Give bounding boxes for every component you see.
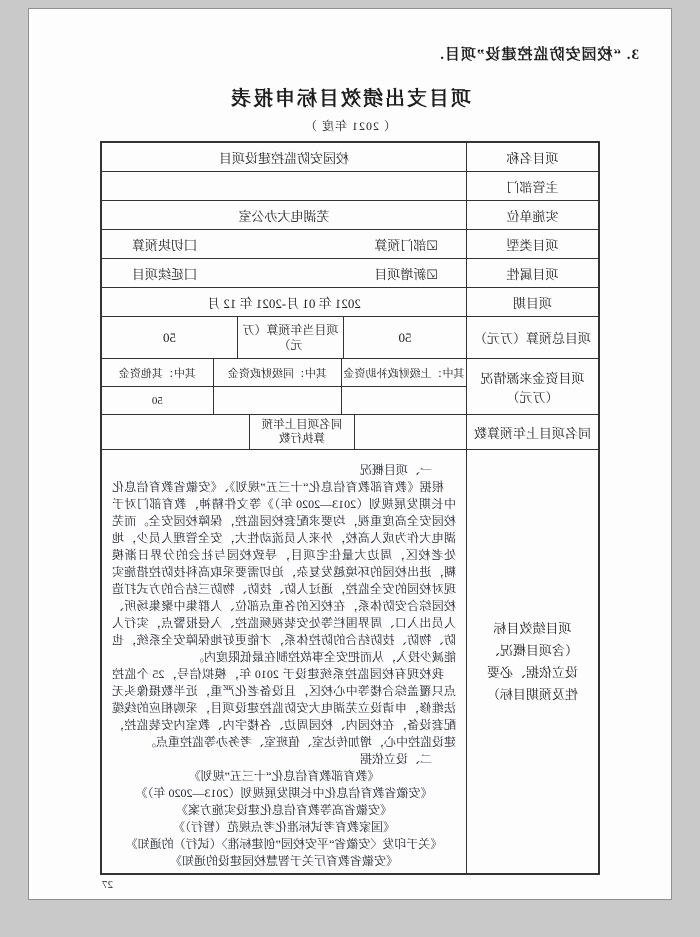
goal-paragraph-overview: 根据《教育部教育信息化“十三五”规划》、《安徽省教育信息化中长期发展规划（2013—2020 年）》等文件精神，教育部门对于校园安全高度重视，均要求配套校园监控，保障校园安全。而芜湖电大作为成人高校，外来人员流动性大，安全管理人员少，地处老校区，周边大量住宅项目，导致校园与社会的分界日渐模糊，进出校园的环境越发复杂，迫切需要采取高科技防控措施实现对校园的安全监控，通过人防、技防、物防三结合的方式打造校园综合安防体系，在校区的各重点部位、人群集中聚集场所、人员出入口、周界围栏等处安装视频监控、入侵报警点，实行人防、物防、技防结合的防控体系，才能更好地保障安全系统，也能减少投入，从而把安全事故控制在最低限度内。 (112, 480, 456, 664)
document-page (28, 8, 672, 900)
funding-sources-label: 项目资金来源情况（万元） (480, 370, 585, 405)
total-budget-label: 项目总预算（万元） (474, 331, 592, 346)
funding-header-row (102, 359, 466, 386)
previous-execution-label: 同名项目上年预算执行数 (250, 415, 355, 449)
goal-reference-item: 《安徽省高等教育信息化建设实施方案》 (176, 803, 393, 817)
funding-col-same-level-label: 其中：同级财政资金 (214, 359, 342, 386)
goal-reference-item: 《关于印发〈安徽省“平安校园”创建标准〉（试行）的通知》 (125, 837, 443, 851)
project-name-label: 项目名称 (506, 150, 559, 166)
funding-sources-grid (102, 359, 467, 414)
goal-paragraph-current-status: 我校现有校园监控系统建设于 2010 年，模拟信号，25 个监控点只覆盖综合楼等中心校区，且设备老化严重，近半数摄像头无法维修，申请设立芜湖电大安防监控建设项目，采购相应的线缆配套设备，在校园内、校园周边、各楼宇内、教室内安装监控，建设监控中心，增加传达室、值班室、考务办等监控重点。 (112, 667, 456, 749)
previous-budget-value (355, 415, 467, 449)
goal-reference-item: 《安徽省教育厅关于智慧校园建设的通知》 (170, 854, 399, 868)
table-row-previous-year (102, 414, 598, 449)
performance-goal-content (102, 450, 467, 873)
project-attribute-label: 项目属性 (506, 266, 559, 282)
performance-goal-label: 项目绩效目标（含项目概况、设立依据、必要性及预期目标） (487, 620, 579, 702)
goal-reference-item: 《教育部教育信息化“十三五”规划》 (188, 769, 380, 783)
table-row-project-name (102, 143, 598, 171)
funding-other-value: 50 (102, 387, 214, 414)
page-number: 27 (102, 879, 113, 891)
funding-col-superior-label: 其中：上级财政补助资金 (343, 367, 465, 380)
project-period-label: 项目期 (513, 295, 553, 311)
department-label: 主管部门 (506, 179, 559, 195)
project-type-label: 项目类型 (506, 237, 559, 253)
checkbox-new-project: ☑新增项目 (374, 266, 438, 282)
goal-heading-overview: 一、项目概况 (359, 463, 432, 477)
table-row-total-budget (102, 316, 598, 358)
unit-label: 实施单位 (506, 208, 559, 224)
table-row-implementing-unit (102, 200, 598, 229)
table-row-project-type (102, 229, 598, 258)
form-year-subtitle: （ 2021 年度 ） (304, 119, 397, 133)
table-row-project-period (102, 287, 598, 316)
project-attribute-options (102, 259, 467, 287)
checkbox-continuing-project: 囗延续项目 (132, 266, 198, 282)
funding-superior-value (342, 387, 466, 414)
table-row-performance-goal (102, 449, 598, 873)
current-year-budget-label: 项目当年预算（万元） (238, 317, 344, 358)
goal-reference-item: 《国家教育考试标准化考点规范（暂行）》 (173, 820, 396, 834)
funding-same-level-value (214, 387, 342, 414)
current-year-budget-value: 50 (102, 317, 238, 358)
funding-col-other-label: 其中：其他资金 (102, 359, 214, 386)
project-period-value: 2021 年 01 月-2021 年 12 月 (102, 288, 467, 316)
table-row-project-attribute (102, 258, 598, 287)
total-budget-value: 50 (344, 317, 467, 358)
previous-execution-value (102, 415, 250, 449)
goal-heading-basis: 二、设立依据 (359, 752, 432, 766)
checkbox-block-budget: 囗切块预算 (132, 237, 198, 253)
unit-value: 芜湖电大办公室 (102, 201, 467, 229)
table-row-department (102, 171, 598, 200)
goal-reference-item: 《安徽省教育信息化中长期发展规划（2013—2020 年）》 (135, 786, 433, 800)
department-value (102, 172, 467, 200)
performance-target-table (100, 141, 600, 875)
checkbox-department-budget: ☑部门预算 (374, 237, 438, 253)
funding-value-row (102, 386, 466, 414)
project-type-options (102, 230, 467, 258)
table-row-funding-sources (102, 358, 598, 414)
section-heading: 3. “校园安防监控建设”项目. (439, 47, 639, 63)
form-title: 项目支出绩效目标申报表 (229, 88, 471, 110)
goal-reference-list (112, 768, 456, 870)
project-name-value: 校园安防监控建设项目 (102, 143, 467, 171)
previous-budget-label: 同名项目上年预算数 (474, 425, 592, 441)
